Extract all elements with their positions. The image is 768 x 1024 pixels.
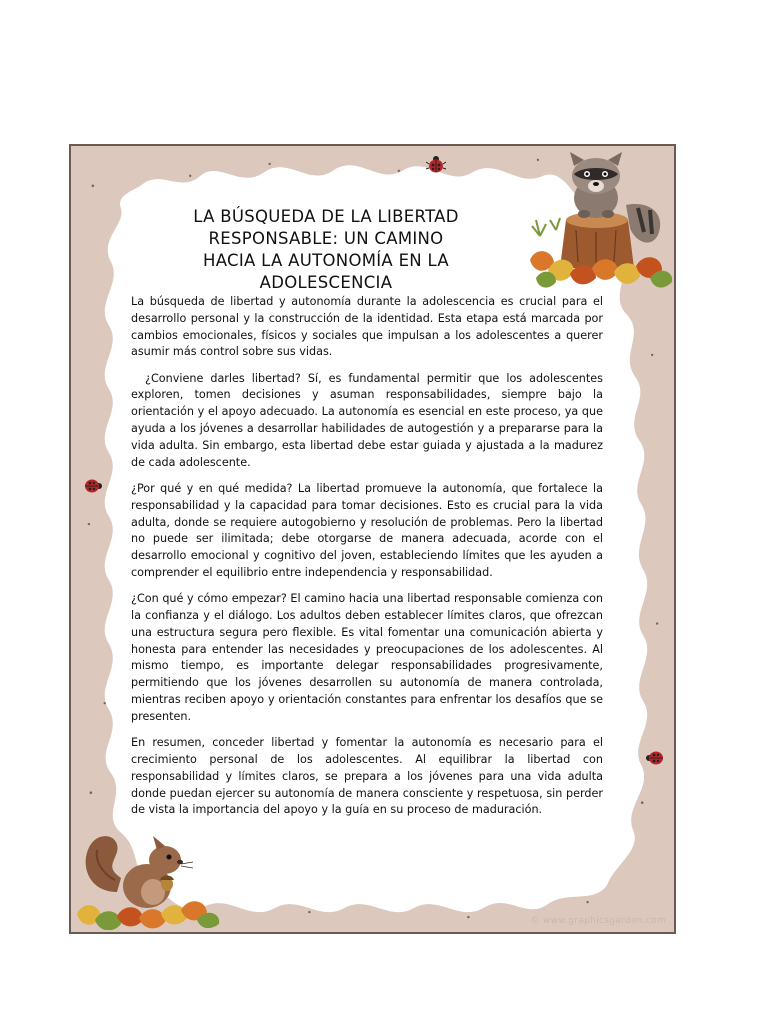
document-body: [131, 294, 603, 829]
paragraph: ¿Conviene darles libertad? Sí, es fundamental permitir que los adolescentes exploren, tomen decisiones y asuman responsabilidades, siempre bajo la orientación y el apoyo adecuado. La autonomía es esencial en este proceso, ya que ayuda a los jóvenes a desarrollar habilidades de autogestión y a prepararse para la vida adulta. Sin embargo, esta libertad debe estar guiada y ajustada a la madurez de cada adolescente.: [131, 371, 603, 469]
stationery-frame: [69, 144, 676, 934]
document-title: LA BÚSQUEDA DE LA LIBERTAD RESPONSABLE: UN CAMINO HACIA LA AUTONOMÍA EN LA ADOLESCENCIA: [193, 207, 459, 292]
squirrel-icon: [77, 822, 227, 930]
ladybug-icon: [81, 476, 105, 496]
paragraph: ¿Por qué y en qué medida? La libertad promueve la autonomía, que fortalece la responsabilidad y la capacidad para tomar decisiones. Esto es crucial para la vida adulta, donde se requiere autogobierno y resolución de problemas. Pero la libertad no puede ser ilimitada; debe otorgarse de manera adecuada, acorde con el desarrollo emocional y cognitivo del joven, estableciendo límites que les ayuden a comprender el equilibrio entre independencia y responsabilidad.: [131, 481, 603, 579]
ladybug-icon: [643, 748, 667, 768]
paragraph: ¿Con qué y cómo empezar? El camino hacia una libertad responsable comienza con la confianza y el diálogo. Los adultos deben establecer límites claros, que ofrezcan una estructura segura pero flexible. Es vital fomentar una comunicación abierta y honesta para entender las necesidades y preocupaciones de los adolescentes. Al mismo tiempo, es importante delegar responsabilidades progresivamente, permitiendo que los jóvenes desarrollen su autonomía de manera controlada, mientras reciben apoyo y orientación constantes para enfrentar los desafíos que se presenten.: [131, 592, 603, 723]
image-credit: © www.graphicsgarden.com: [530, 916, 666, 926]
paragraph: La búsqueda de libertad y autonomía durante la adolescencia es crucial para el desarrollo personal y la construcción de la identidad. Esta etapa está marcada por cambios emocionales, físicos y sociales que impulsan a los adolescentes a querer asumir más control sobre sus vidas.: [131, 295, 603, 359]
ladybug-icon: [425, 154, 447, 174]
raccoon-icon: [526, 150, 676, 292]
paragraph: En resumen, conceder libertad y fomentar la autonomía es necesario para el crecimiento personal de los adolescentes. Al equilibrar la libertad con responsabilidad y límites claros, se prepara a los jóvenes para una vida adulta donde puedan ejercer su autonomía de manera consciente y respetuosa, sin perder de vista la importancia del apoyo y la guía en su proceso de maduración.: [131, 736, 603, 817]
